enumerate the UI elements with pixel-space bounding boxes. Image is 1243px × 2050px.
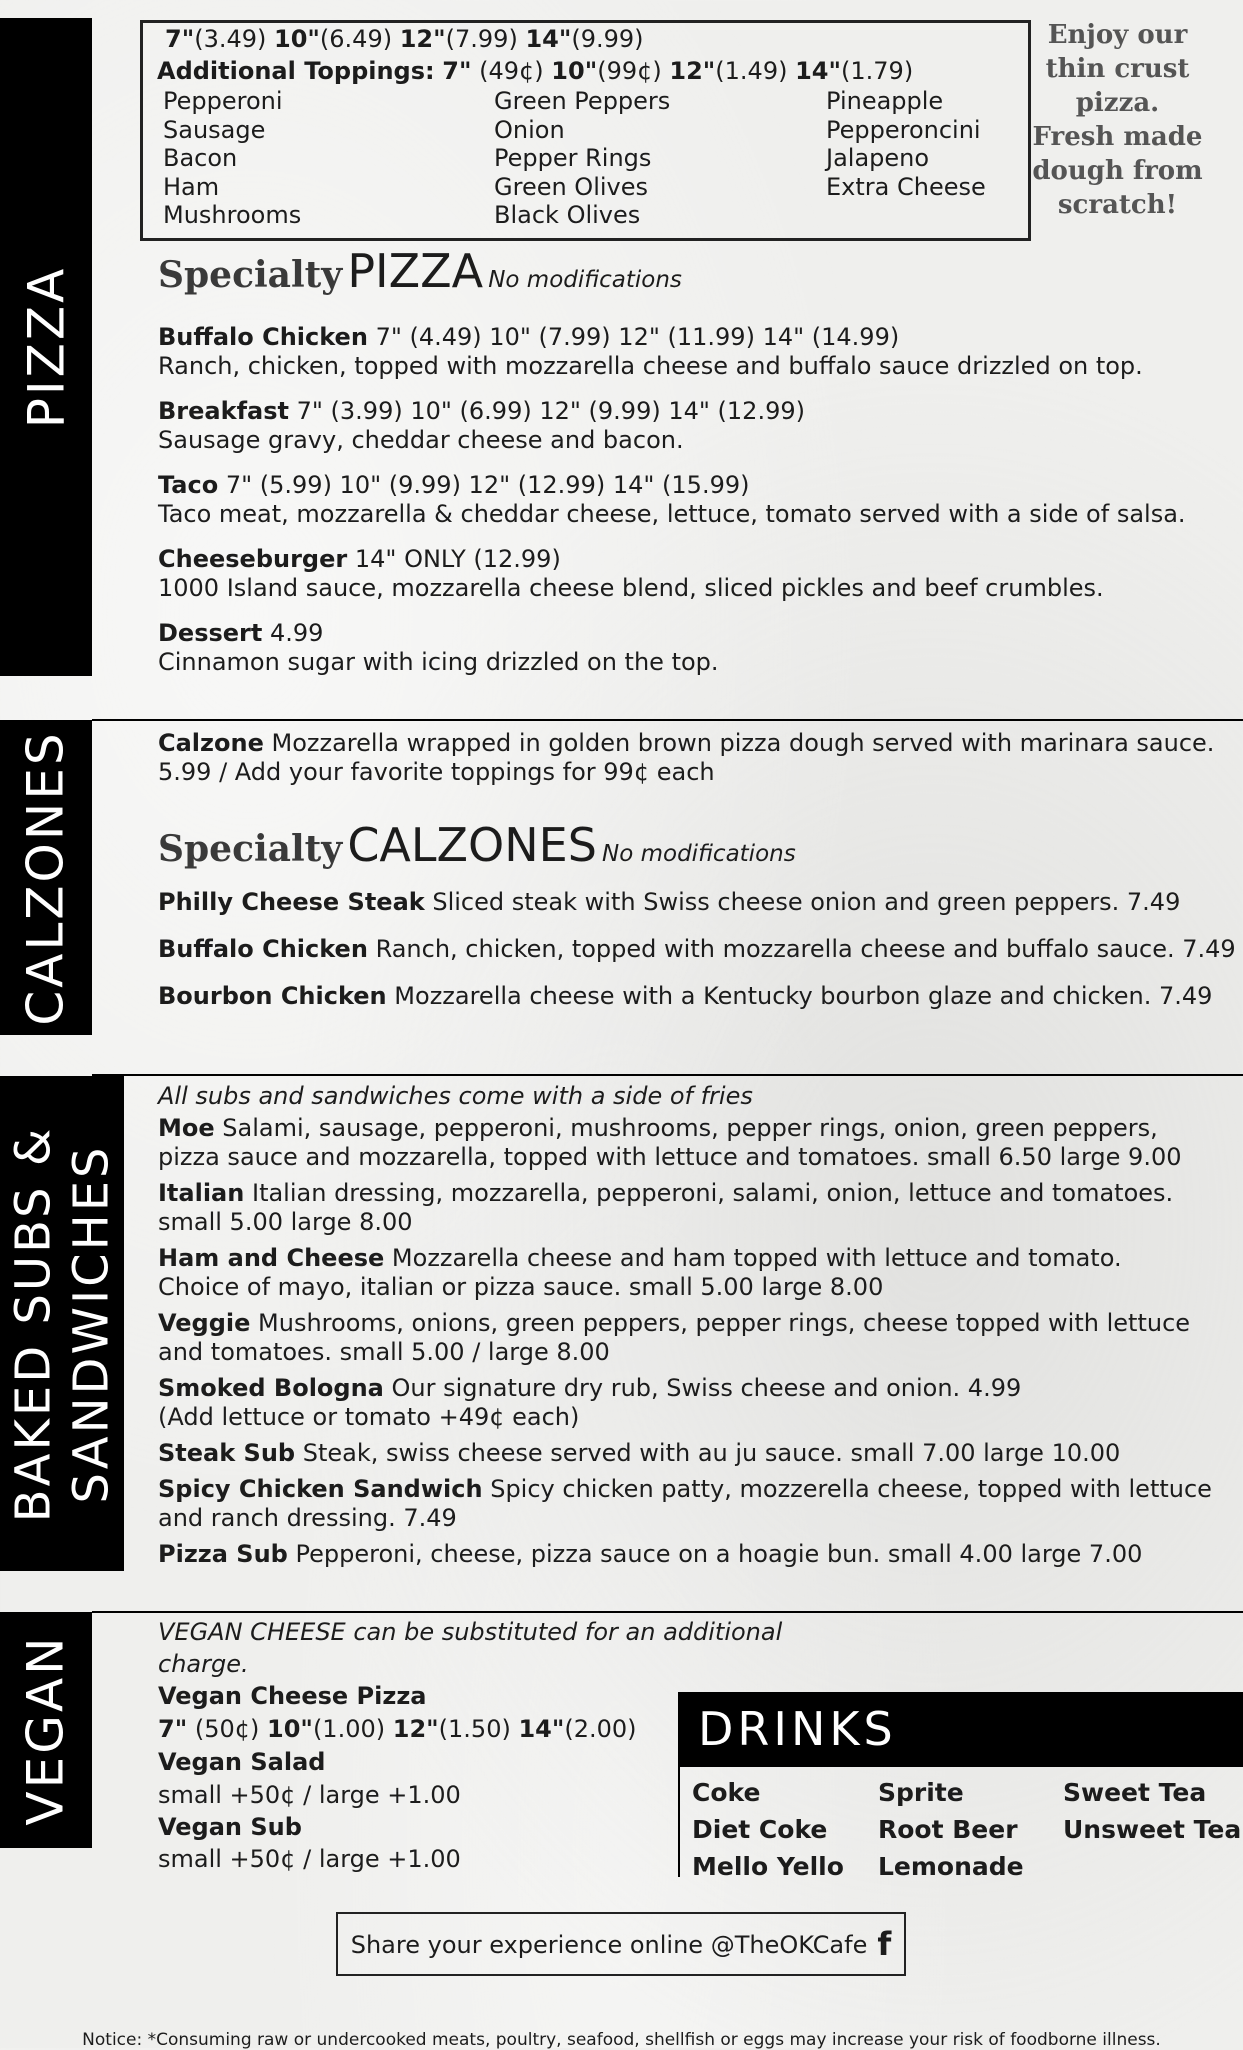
enjoy-line: Enjoy our xyxy=(1047,20,1188,50)
item-description: Sliced steak with Swiss cheese onion and green peppers. 7.49 xyxy=(432,888,1181,916)
toppings-label: Additional Toppings: xyxy=(157,57,435,85)
item-name: Pizza Sub xyxy=(158,1540,288,1568)
subs-tab xyxy=(0,1076,124,1571)
item-description-2: and ranch dressing. 7.49 xyxy=(158,1504,457,1532)
pizza-base-prices xyxy=(165,25,644,53)
vegan-divider xyxy=(92,1611,1243,1613)
menu-item xyxy=(158,1475,1240,1533)
vegan-note: VEGAN CHEESE can be substituted for an additional charge. xyxy=(158,1618,783,1678)
subs-tab-line: SANDWICHES xyxy=(63,1143,120,1504)
toppings-prices xyxy=(157,57,913,85)
topping-item: Ham xyxy=(163,172,220,201)
item-name: Moe xyxy=(158,1114,215,1142)
specialty-word: Specialty xyxy=(158,254,343,296)
item-description-2: and tomatoes. small 5.00 / large 8.00 xyxy=(158,1338,610,1366)
share-text[interactable]: Share your experience online @TheOKCafe xyxy=(350,1931,868,1959)
pizza-sizes-box xyxy=(140,20,1031,241)
item-description-2: pizza sauce and mozzarella, topped with lettuce and tomatoes. small 6.50 large 9.00 xyxy=(158,1143,1182,1171)
size-10: 10" xyxy=(267,1715,313,1743)
price-7: (3.49) xyxy=(194,25,267,53)
calzone-base xyxy=(158,729,1240,787)
subs-list xyxy=(158,1080,1240,1569)
item-name: Taco xyxy=(158,471,219,499)
topping-size-12: 12" xyxy=(669,57,716,85)
calzones-tab-label: CALZONES xyxy=(17,729,76,1026)
item-name: Steak Sub xyxy=(158,1439,296,1467)
item-description: Steak, swiss cheese served with au ju sauce. small 7.00 large 10.00 xyxy=(302,1439,1121,1467)
item-description: Spicy chicken patty, mozzerella cheese, topped with lettuce xyxy=(490,1475,1212,1503)
item-description: Pepperoni, cheese, pizza sauce on a hoagie bun. small 4.00 large 7.00 xyxy=(295,1540,1143,1568)
topping-item: Jalapeno xyxy=(826,144,930,172)
topping-item: Pineapple xyxy=(826,87,944,115)
subs-note: All subs and sandwiches come with a side of fries xyxy=(158,1082,753,1110)
item-description: Sausage gravy, cheddar cheese and bacon. xyxy=(158,426,684,454)
item-name: Italian xyxy=(158,1179,245,1207)
topping-item: Black Olives xyxy=(494,201,641,229)
topping-item: Green Peppers xyxy=(494,87,671,115)
topping-item: Onion xyxy=(494,115,565,144)
item-description: Ranch, chicken, topped with mozzarella cheese and buffalo sauce drizzled on top. xyxy=(158,352,1143,380)
item-name: Cheeseburger xyxy=(158,545,348,573)
facebook-icon[interactable]: f xyxy=(877,1925,892,1963)
item-prices: 7" (5.99) 10" (9.99) 12" (12.99) 14" (15.99) xyxy=(225,471,750,499)
size-7: 7" xyxy=(158,1715,188,1743)
topping-item: Pepper Rings xyxy=(494,144,652,172)
menu-item xyxy=(158,935,1240,964)
item-name: Buffalo Chicken xyxy=(158,323,368,351)
item-name: Smoked Bologna xyxy=(158,1374,384,1402)
toppings-column-1 xyxy=(163,87,301,230)
item-description: Cinnamon sugar with icing drizzled on the top. xyxy=(158,648,719,676)
drink-item: Coke xyxy=(692,1778,761,1807)
specialty-pizza-heading xyxy=(158,244,682,298)
size-12: 12" xyxy=(392,1715,439,1743)
topping-item: Green Olives xyxy=(494,172,649,201)
menu-item xyxy=(158,545,1238,603)
drink-item: Mello Yello xyxy=(692,1852,844,1881)
item-prices: 4.99 xyxy=(270,619,324,647)
pizza-tab xyxy=(0,18,92,676)
item-prices: 7" (3.99) 10" (6.99) 12" (9.99) 14" (12.99) xyxy=(296,397,805,425)
price-12: (7.99) xyxy=(445,25,518,53)
topping-price-10: (99¢) xyxy=(597,57,662,85)
price-12: (1.50) xyxy=(438,1715,511,1743)
enjoy-line: pizza. xyxy=(1075,88,1160,118)
topping-item: Pepperoncini xyxy=(826,115,981,144)
specialty-calzones-heading xyxy=(158,818,796,872)
topping-item: Extra Cheese xyxy=(826,172,986,201)
drinks-divider xyxy=(678,1767,680,1877)
specialty-word: Specialty xyxy=(158,828,343,870)
menu-item xyxy=(158,1309,1240,1367)
drinks-header: DRINKS xyxy=(678,1692,1243,1767)
topping-price-14: (1.79) xyxy=(841,57,914,85)
drinks-column-3 xyxy=(1063,1774,1241,1848)
topping-item: Sausage xyxy=(163,115,266,144)
item-description: Italian dressing, mozzarella, pepperoni, salami, onion, lettuce and tomatoes. xyxy=(251,1179,1174,1207)
item-name: Breakfast xyxy=(158,397,289,425)
vegan-sub-price: small +50¢ / large +1.00 xyxy=(158,1845,461,1873)
item-name: Vegan Salad xyxy=(158,1748,326,1776)
no-modifications-note: No modifications xyxy=(602,841,796,867)
drink-item: Diet Coke xyxy=(692,1815,828,1844)
menu-item xyxy=(158,1179,1240,1237)
item-description: Taco meat, mozzarella & cheddar cheese, lettuce, tomato served with a side of salsa. xyxy=(158,500,1186,528)
item-name: Buffalo Chicken xyxy=(158,935,368,963)
item-name: Philly Cheese Steak xyxy=(158,888,425,916)
item-description-2: small 5.00 large 8.00 xyxy=(158,1208,413,1236)
item-description: Our signature dry rub, Swiss cheese and onion. 4.99 xyxy=(391,1374,1022,1402)
calzones-divider xyxy=(92,719,1243,721)
topping-price-7: (49¢) xyxy=(479,57,544,85)
menu-item xyxy=(158,619,1238,677)
price-10: (1.00) xyxy=(312,1715,386,1743)
drink-item: Sprite xyxy=(878,1778,964,1807)
size-14: 14" xyxy=(525,25,572,53)
price-14: (2.00) xyxy=(564,1715,637,1743)
enjoy-note xyxy=(1030,18,1205,222)
size-12: 12" xyxy=(399,25,446,53)
price-14: (9.99) xyxy=(571,25,644,53)
drink-item: Lemonade xyxy=(878,1852,1024,1881)
item-name: Vegan Cheese Pizza xyxy=(158,1682,427,1710)
specialty-title: CALZONES xyxy=(347,818,597,872)
menu-item xyxy=(158,982,1240,1011)
item-name: Ham and Cheese xyxy=(158,1244,385,1272)
topping-size-14: 14" xyxy=(795,57,842,85)
toppings-column-2 xyxy=(494,87,670,230)
item-name: Vegan Sub xyxy=(158,1813,302,1841)
calzones-tab xyxy=(0,720,92,1035)
menu-item xyxy=(158,888,1240,917)
calzone-price: 5.99 / Add your favorite toppings for 99¢ each xyxy=(158,758,715,786)
menu-item xyxy=(158,1244,1240,1302)
drink-item: Root Beer xyxy=(878,1815,1018,1844)
topping-item: Pepperoni xyxy=(163,87,283,115)
share-box xyxy=(336,1912,906,1976)
price-10: (6.49) xyxy=(319,25,393,53)
enjoy-line: thin crust xyxy=(1045,54,1190,84)
topping-price-12: (1.49) xyxy=(715,57,788,85)
item-description: Mozzarella cheese with a Kentucky bourbon glaze and chicken. 7.49 xyxy=(394,982,1213,1010)
vegan-salad-price: small +50¢ / large +1.00 xyxy=(158,1781,461,1809)
item-description: Mozzarella cheese and ham topped with lettuce and tomato. xyxy=(391,1244,1122,1272)
menu-item xyxy=(158,1439,1240,1468)
foodborne-notice: Notice: *Consuming raw or undercooked meats, poultry, seafood, shellfish or eggs may increase your risk of foodborne illness. xyxy=(82,2030,1161,2050)
specialty-calzones-list xyxy=(158,888,1240,1011)
subs-divider xyxy=(92,1074,1243,1076)
drink-item: Sweet Tea xyxy=(1063,1778,1207,1807)
item-description: Ranch, chicken, topped with mozzarella cheese and buffalo sauce. 7.49 xyxy=(375,935,1236,963)
item-description-2: Choice of mayo, italian or pizza sauce. small 5.00 large 8.00 xyxy=(158,1273,884,1301)
price-7: (50¢) xyxy=(194,1715,260,1743)
subs-tab-label xyxy=(4,1125,120,1522)
vegan-tab-label: VEGAN xyxy=(17,1634,75,1826)
size-7: 7" xyxy=(165,25,195,53)
drinks-column-1 xyxy=(692,1774,844,1885)
menu-item xyxy=(158,397,1238,455)
drink-item: Unsweet Tea xyxy=(1063,1815,1242,1844)
topping-size-7: 7" xyxy=(442,57,472,85)
item-name: Calzone xyxy=(158,729,264,757)
menu-item xyxy=(158,471,1238,529)
item-name: Spicy Chicken Sandwich xyxy=(158,1475,483,1503)
menu-item xyxy=(158,1114,1240,1172)
toppings-column-3 xyxy=(826,87,986,201)
menu-item xyxy=(158,323,1238,381)
enjoy-line: Fresh made xyxy=(1032,122,1203,152)
item-name: Bourbon Chicken xyxy=(158,982,387,1010)
item-prices: 7" (4.49) 10" (7.99) 12" (11.99) 14" (14.99) xyxy=(375,323,900,351)
size-10: 10" xyxy=(274,25,320,53)
no-modifications-note: No modifications xyxy=(488,267,682,293)
item-description: Mushrooms, onions, green peppers, pepper rings, cheese topped with lettuce xyxy=(258,1309,1191,1337)
drinks-column-2 xyxy=(878,1774,1024,1885)
subs-tab-line: BAKED SUBS & xyxy=(5,1125,62,1522)
item-description: Salami, sausage, pepperoni, mushrooms, pepper rings, onion, green peppers, xyxy=(222,1114,1158,1142)
item-prices: 14" ONLY (12.99) xyxy=(354,545,561,573)
specialty-title: PIZZA xyxy=(347,244,484,298)
topping-item: Bacon xyxy=(163,144,238,172)
item-name: Veggie xyxy=(158,1309,251,1337)
item-name: Dessert xyxy=(158,619,263,647)
topping-item: Mushrooms xyxy=(163,201,302,229)
specialty-pizza-list xyxy=(158,323,1238,677)
pizza-tab-label: PIZZA xyxy=(17,265,76,429)
vegan-tab xyxy=(0,1612,92,1848)
item-description: Mozzarella wrapped in golden brown pizza dough served with marinara sauce. xyxy=(271,729,1215,757)
enjoy-line: scratch! xyxy=(1057,190,1178,220)
enjoy-line: dough from xyxy=(1032,156,1203,186)
menu-item xyxy=(158,1374,1240,1432)
topping-size-10: 10" xyxy=(551,57,598,85)
menu-item xyxy=(158,1540,1240,1569)
item-description: 1000 Island sauce, mozzarella cheese blend, sliced pickles and beef crumbles. xyxy=(158,574,1104,602)
item-description-2: (Add lettuce or tomato +49¢ each) xyxy=(158,1403,580,1431)
size-14: 14" xyxy=(518,1715,565,1743)
